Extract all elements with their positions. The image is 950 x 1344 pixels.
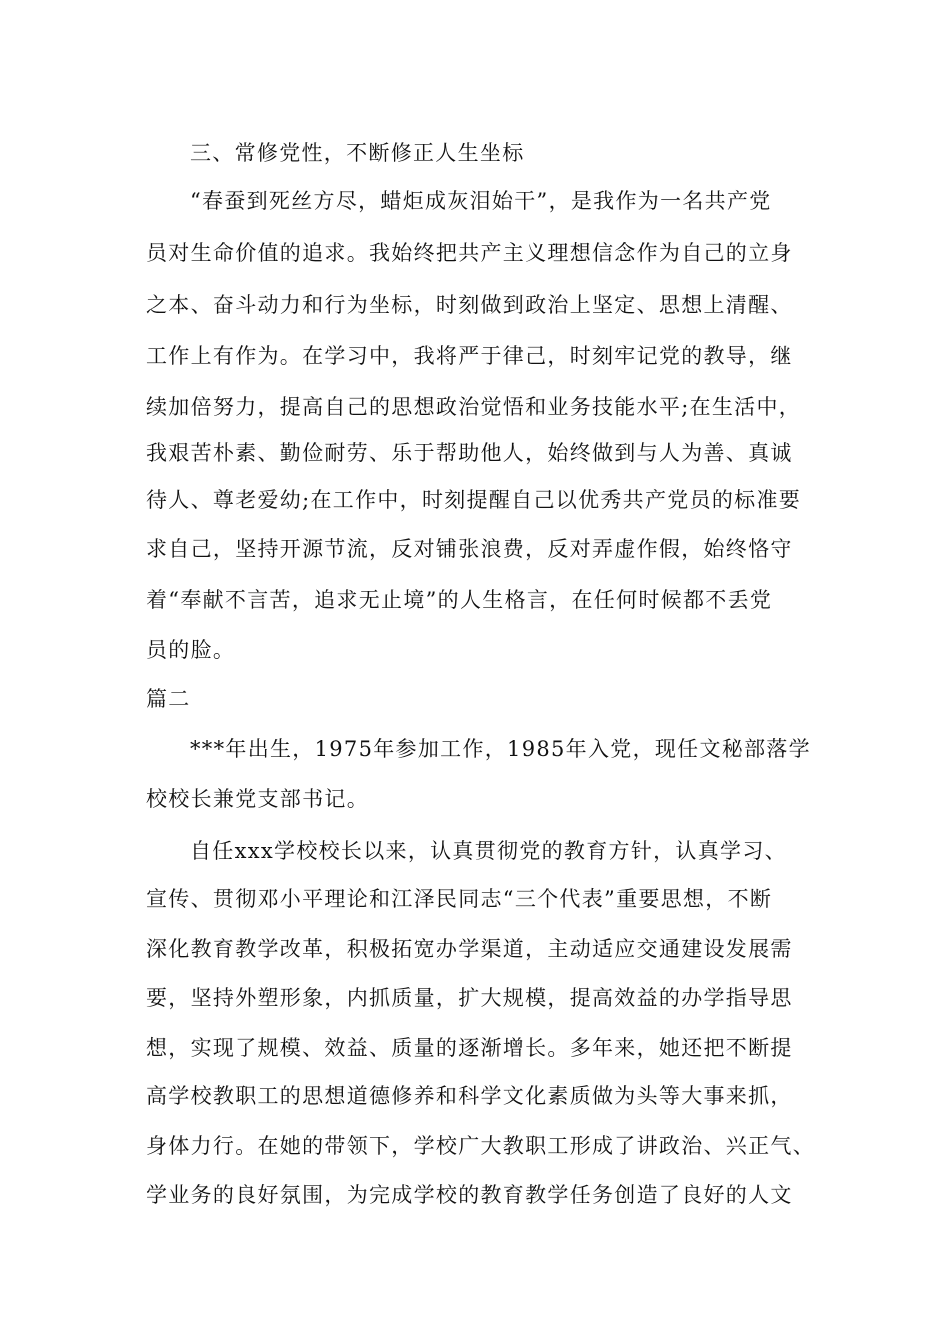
- part-label: 篇二: [146, 687, 191, 711]
- paragraph-line: 求自己，坚持开源节流，反对铺张浪费，反对弄虚作假，始终恪守: [146, 537, 793, 561]
- paragraph-line: 续加倍努力，提高自己的思想政治觉悟和业务技能水平;在生活中，: [146, 395, 802, 419]
- paragraph-line: 想，实现了规模、效益、质量的逐渐增长。多年来，她还把不断提: [146, 1036, 793, 1060]
- paragraph-line: 之本、奋斗动力和行为坐标，时刻做到政治上坚定、思想上清醒、: [146, 293, 793, 317]
- paragraph-line: 高学校教职工的思想道德修养和科学文化素质做为头等大事来抓，: [146, 1084, 793, 1108]
- paragraph-line: 工作上有作为。在学习中，我将严于律己，时刻牢记党的教导，继: [146, 344, 793, 368]
- paragraph-line: 学业务的良好氛围，为完成学校的教育教学任务创造了良好的人文: [146, 1183, 793, 1207]
- paragraph-line: 员对生命价值的追求。我始终把共产主义理想信念作为自己的立身: [146, 241, 793, 265]
- paragraph-line: 待人、尊老爱幼;在工作中，时刻提醒自己以优秀共产党员的标准要: [146, 488, 802, 512]
- paragraph-line: ***年出生，1975年参加工作，1985年入党，现任文秘部落学: [190, 737, 811, 761]
- paragraph-line: “春蚕到死丝方尽，蜡炬成灰泪始干”，是我作为一名共产党: [190, 189, 772, 213]
- paragraph-line: 身体力行。在她的带领下，学校广大教职工形成了讲政治、兴正气、: [146, 1134, 815, 1158]
- paragraph-line: 宣传、贯彻邓小平理论和江泽民同志“三个代表”重要思想，不断: [146, 887, 773, 911]
- paragraph-line: 深化教育教学改革，积极拓宽办学渠道，主动适应交通建设发展需: [146, 937, 793, 961]
- paragraph-line: 着“奉献不言苦，追求无止境”的人生格言，在任何时候都不丢党: [146, 588, 773, 612]
- paragraph-line: 我艰苦朴素、勤俭耐劳、乐于帮助他人，始终做到与人为善、真诚: [146, 441, 793, 465]
- paragraph-line: 自任xxx学校校长以来，认真贯彻党的教育方针，认真学习、: [190, 839, 787, 863]
- paragraph-line: 要，坚持外塑形象，内抓质量，扩大规模，提高效益的办学指导思: [146, 986, 793, 1010]
- paragraph-line: 员的脸。: [146, 638, 236, 662]
- section-heading: 三、常修党性，不断修正人生坐标: [190, 141, 525, 165]
- paragraph-line: 校校长兼党支部书记。: [146, 787, 369, 811]
